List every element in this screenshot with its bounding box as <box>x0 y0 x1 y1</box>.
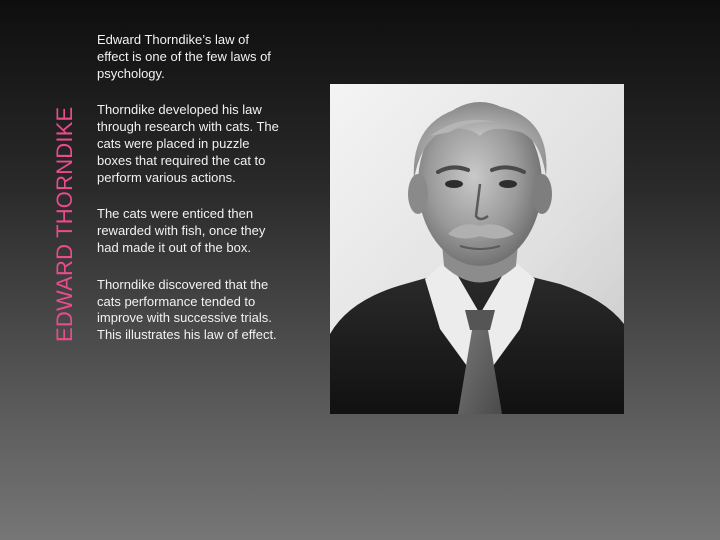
portrait-photo <box>330 84 624 414</box>
paragraph-fish-reward: The cats were enticed then rewarded with fish, once they had made it out of the box. <box>97 206 266 255</box>
paragraph-discovery: Thorndike discovered that the cats performance tended to improve with successive trials. This illustrates his law of effect. <box>97 276 277 343</box>
paragraph-cat-research: Thorndike developed his law through research with cats. The cats were placed in puzzle boxes that required the cat to perform various actions. <box>97 102 279 185</box>
paragraph-law-of-effect: Edward Thorndike’s law of effect is one of the few laws of psychology. <box>97 32 271 81</box>
slide-title: EDWARD THORNDIKE <box>52 106 77 342</box>
slide-title-container <box>50 36 80 342</box>
body-text <box>97 32 279 364</box>
